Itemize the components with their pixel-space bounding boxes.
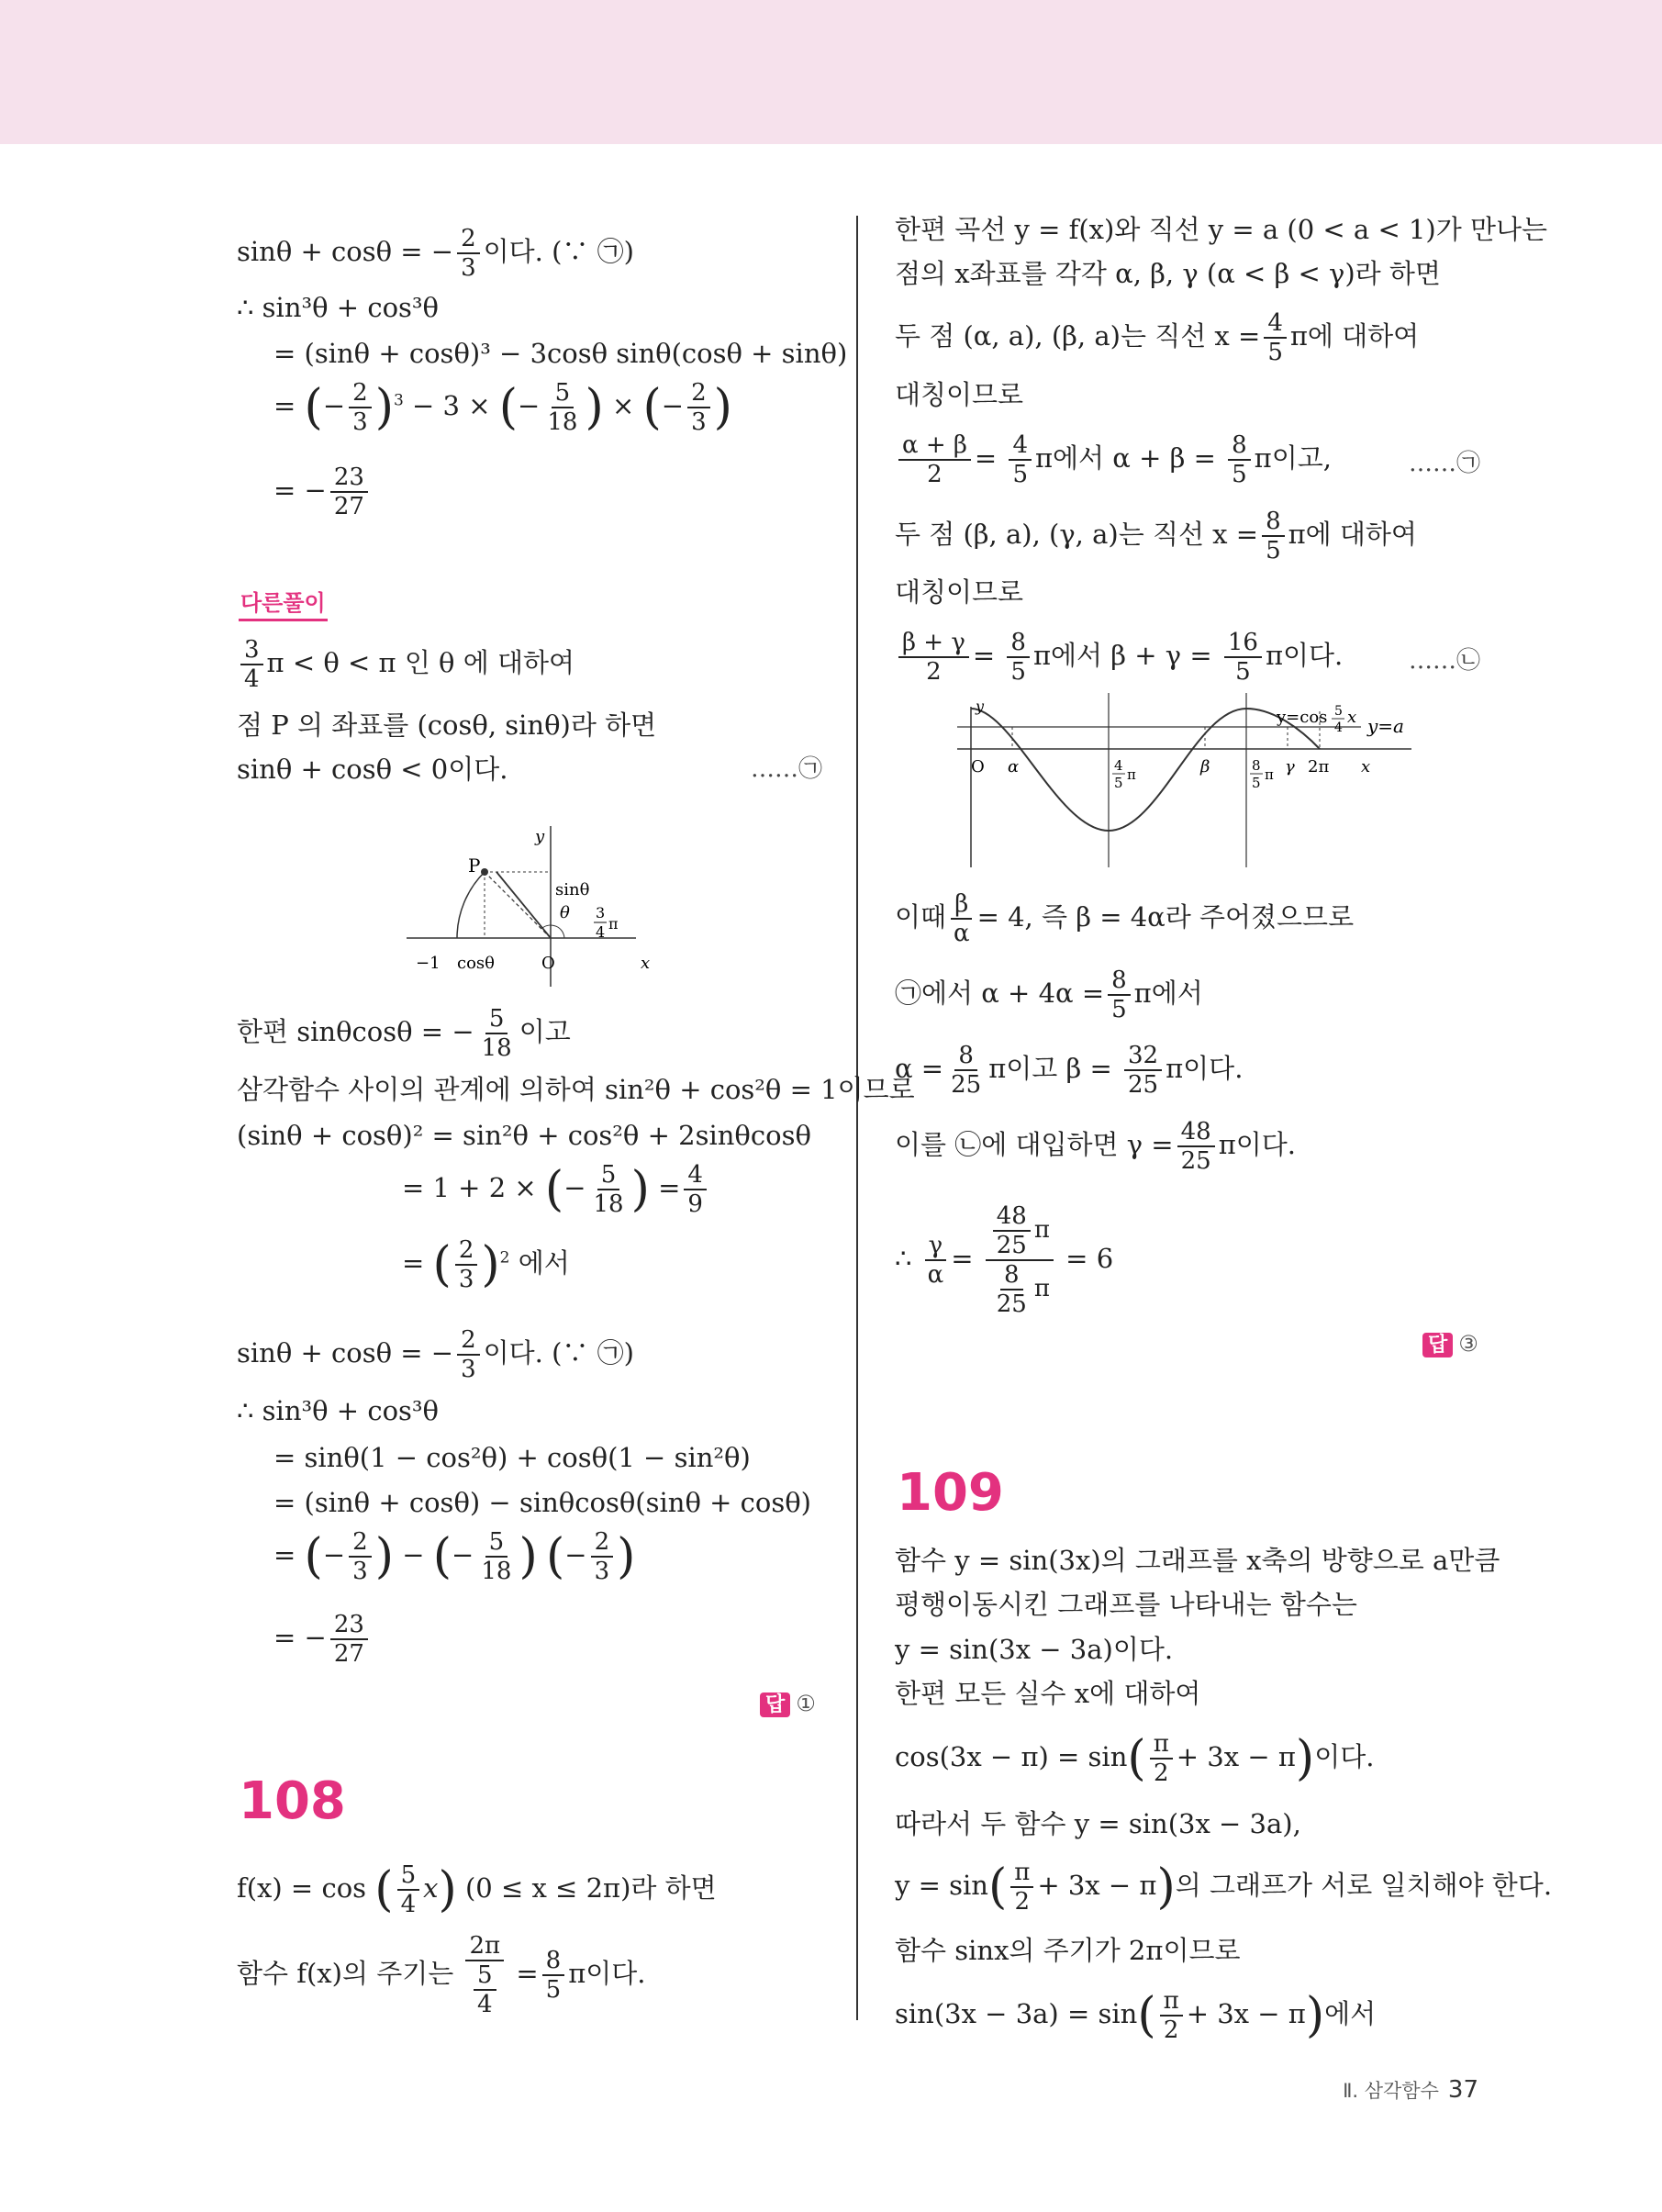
text-symmetric-1: 대칭이므로 — [895, 379, 1024, 410]
tick2-num: 8 — [1252, 757, 1261, 774]
text-x-coords: 점의 x좌표를 각각 α, β, γ (α < β < γ)라 하면 — [895, 258, 1441, 289]
y-label: y — [535, 827, 545, 846]
eq-result: = − $\frac{23}{27}$ — [273, 464, 372, 520]
curve-fn: 5 — [1334, 704, 1343, 719]
eq-expand-2: = sinθ(1 − cos²θ) + cosθ(1 − sin²θ) — [273, 1442, 751, 1473]
text-all-real: 한편 모든 실수 x에 대하여 — [895, 1678, 1201, 1709]
tick1-num: 4 — [1114, 757, 1123, 774]
eq-period: 함수 f(x)의 주기는 $\frac{2\pi}{\frac{5}{4}}$ = $\frac{8}{5}$ π이다. — [237, 1932, 646, 2018]
eq-sum-negative: sinθ + cosθ < 0이다. — [237, 754, 508, 785]
problem-108-number: 108 — [239, 1771, 346, 1831]
eq-match: y = sin( $\frac{\pi}{2}$ + 3x − π)의 그래프가 서로 일치해야 한다. — [895, 1859, 1553, 1916]
eq-sum-value-2: sinθ + cosθ = − $\frac{2}{3}$ 이다. (∵ ㉠) — [237, 1326, 634, 1383]
eq-gamma-value: 이를 ㉡에 대입하면 γ = $\frac{48}{25}$ π이다. — [895, 1118, 1297, 1175]
eq-beta-gamma: $\frac{\beta + \gamma}{2}$ = $\frac{8}{5}$ π에서 β + γ = $\frac{16}{5}$ π이다. — [895, 629, 1343, 686]
marker-a: ……㉠ — [1409, 450, 1481, 477]
text-translate: 함수 y = sin(3x)의 그래프를 x축의 방향으로 a만큼 — [895, 1545, 1500, 1576]
footer-chapter: Ⅱ. 삼각함수 — [1343, 2080, 1439, 2102]
unit-circle-diagram — [407, 803, 654, 987]
text-identity: 삼각함수 사이의 관계에 의하여 sin²θ + cos²θ = 1이므로 — [237, 1074, 915, 1105]
point-p-dot — [481, 868, 488, 876]
angle-num: 3 — [596, 904, 606, 922]
cos-label: cosθ — [457, 954, 495, 973]
line-label: y=a — [1367, 715, 1404, 737]
header-band — [0, 0, 1662, 144]
cosine-graph — [957, 693, 1416, 867]
eq-expand: = (sinθ + cosθ)³ − 3cosθ sinθ(cosθ + sinθ) — [273, 338, 848, 369]
eq-substitute: = (− $\frac{2}{3}$ )$^3$ − 3 × (− $\frac{5}{18}$ ) × (− $\frac{2}{3}$ ) — [273, 379, 732, 436]
text-symmetry-1: 두 점 (α, a), (β, a)는 직선 x = $\frac{4}{5}$ π에 대하여 — [895, 309, 1420, 366]
eq-square-form: = ( $\frac{2}{3}$ )$^2$ 에서 — [402, 1236, 570, 1293]
two-pi-label: 2π — [1308, 757, 1330, 776]
answer-107: 답 ① — [760, 1689, 816, 1717]
theta-label: θ — [560, 903, 570, 922]
radius-line — [496, 872, 551, 938]
eq-therefore-2: ∴ sin³θ + cos³θ — [237, 1395, 439, 1426]
eq-theta-range: $\frac{3}{4}$ π < θ < π 인 θ 에 대하여 — [237, 636, 574, 693]
tick1-den: 5 — [1114, 775, 1123, 791]
circle-arc — [457, 872, 485, 938]
eq-cos-sin: cos(3x − π) = sin( $\frac{\pi}{2}$ + 3x − π)이다. — [895, 1730, 1375, 1787]
x-label: x — [641, 954, 651, 973]
text-period: 함수 sinx의 주기가 2π이므로 — [895, 1935, 1241, 1966]
text-point-p: 점 P 의 좌표를 (cosθ, sinθ)라 하면 — [237, 709, 657, 741]
eq-square: (sinθ + cosθ)² = sin²θ + cos²θ + 2sinθcosθ — [237, 1120, 811, 1151]
origin-label: O — [971, 757, 985, 776]
text-symmetric-2: 대칭이므로 — [895, 576, 1024, 608]
text-curve-line: 한편 곡선 y = f(x)와 직선 y = a (0 < a < 1)가 만나는 — [895, 214, 1547, 245]
column-divider — [856, 216, 858, 2020]
eq-therefore: ∴ sin³θ + cos³θ — [237, 292, 439, 323]
eq-final-109: sin(3x − 3a) = sin( $\frac{\pi}{2}$ + 3x − π)에서 — [895, 1987, 1377, 2044]
gamma-label: γ — [1285, 757, 1295, 776]
eq-ratio: 이때 $\frac{\beta}{\alpha}$ = 4, 즉 β = 4α라 주어졌으므로 — [895, 890, 1355, 947]
text-symmetry-2: 두 점 (β, a), (γ, a)는 직선 x = $\frac{8}{5}$ π에 대하여 — [895, 508, 1417, 564]
tick2-den: 5 — [1252, 775, 1261, 791]
curve-x: x — [1347, 708, 1357, 727]
eq-translated: y = sin(3x − 3a)이다. — [895, 1634, 1174, 1665]
x-label: x — [1361, 757, 1371, 776]
y-label: y — [976, 698, 985, 715]
marker-b: ……㉡ — [1409, 647, 1481, 675]
tick2-pi: π — [1265, 766, 1274, 783]
alt-solution-label: 다른풀이 — [239, 585, 328, 621]
eq-alpha-sum: ㉠에서 α + 4α = $\frac{8}{5}$ π에서 — [895, 966, 1203, 1023]
eq-final-ratio: ∴ $\frac{\gamma}{\alpha}$ = $\frac{48}{25}$ π $\frac{8}{25}$ π = 6 — [895, 1202, 1114, 1318]
text-translated-fn: 평행이동시킨 그래프를 나타내는 함수는 — [895, 1589, 1357, 1620]
origin-label: O — [541, 954, 555, 973]
beta-label: β — [1200, 757, 1210, 776]
tick1-pi: π — [1127, 766, 1136, 783]
eq-factor-2: = (sinθ + cosθ) − sinθcosθ(sinθ + cosθ) — [273, 1487, 811, 1518]
eq-alpha-beta-values: α = $\frac{8}{25}$ π이고 β = $\frac{32}{25}$ π이다. — [895, 1042, 1244, 1099]
radius-op — [485, 872, 551, 938]
marker-1: ……㉠ — [751, 755, 823, 783]
eq-substitute-2: = (− $\frac{2}{3}$ ) − (− $\frac{5}{18}$ ) (− $\frac{2}{3}$ ) — [273, 1528, 636, 1585]
page-footer — [1343, 2076, 1478, 2104]
alpha-label: α — [1008, 757, 1020, 776]
page-number: 37 — [1447, 2076, 1478, 2104]
point-p-label: P — [468, 855, 481, 877]
eq-result-2: = − $\frac{23}{27}$ — [273, 1611, 372, 1668]
eq-product: 한편 sinθcosθ = − $\frac{5}{18}$ 이고 — [237, 1005, 571, 1062]
text-two-functions: 따라서 두 함수 y = sin(3x − 3a), — [895, 1808, 1301, 1839]
eq-sum-value: sinθ + cosθ = − $\frac{2}{3}$ 이다. (∵ ㉠) — [237, 225, 634, 282]
answer-108: 답 ③ — [1422, 1329, 1478, 1357]
eq-f-def: f(x) = cos ( $\frac{5}{4}$ x) (0 ≤ x ≤ 2π)라 하면 — [237, 1861, 717, 1918]
curve-fd: 4 — [1334, 721, 1343, 735]
curve-label: y=cos — [1277, 708, 1328, 727]
angle-den: 4 — [596, 923, 606, 941]
neg-one-label: −1 — [416, 954, 441, 973]
eq-square-value: = 1 + 2 × (− $\frac{5}{18}$ ) = $\frac{4}{9}$ — [402, 1161, 710, 1218]
sin-label: sinθ — [555, 880, 590, 899]
problem-109-number: 109 — [897, 1463, 1004, 1523]
eq-alpha-beta: $\frac{\alpha + \beta}{2}$ = $\frac{4}{5}$ π에서 α + β = $\frac{8}{5}$ π이고, — [895, 431, 1332, 488]
angle-pi: π — [608, 915, 619, 933]
